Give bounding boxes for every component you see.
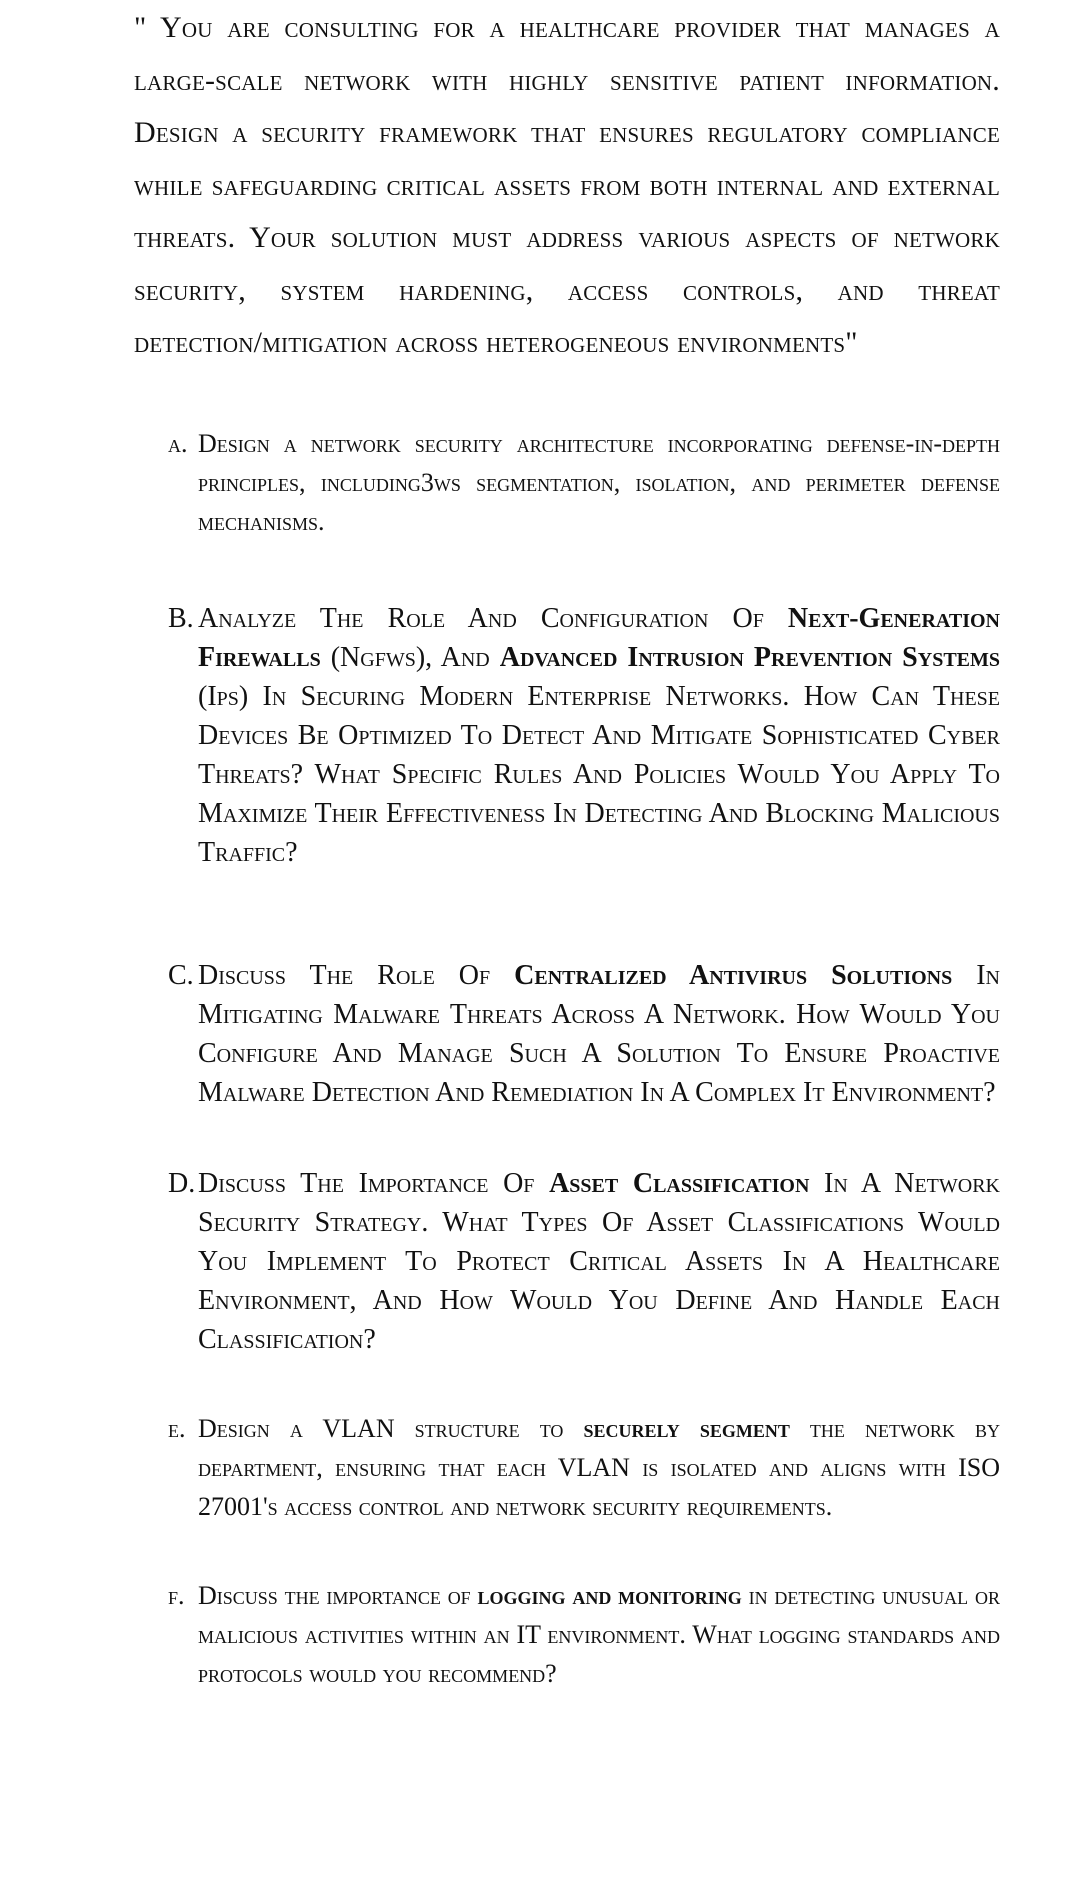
bold-term: logging and monitoring [477, 1580, 742, 1610]
question-b [168, 599, 1000, 872]
bold-term: Advanced Intrusion Prevention Systems [499, 641, 1000, 673]
question-e-text: Design a VLAN structure to securely segment the network by department, ensuring that each VLAN is isolated and aligns with ISO 27001's access control and network security requirements. [198, 1413, 1000, 1521]
question-d-letter: D. [168, 1167, 196, 1199]
question-e-letter: e. [168, 1413, 186, 1443]
question-f-letter: f. [168, 1580, 185, 1610]
question-d-text: Discuss The Importance Of Asset Classification In A Network Security Strategy. What Types Of Asset Classifications Would You Implement To Protect Critical Assets In A Healthcare Environment, And How Would You Define And Handle Each Classification? [198, 1167, 1000, 1355]
question-a-text: Design a network security architecture incorporating defense-in-depth principles, including3ws segmentation, isolation, and perimeter defense mechanisms. [198, 428, 1000, 536]
intro-prompt: " You are consulting for a healthcare provider that manages a large-scale network with highly sensitive patient information. Design a security framework that ensures regulatory compliance while safeguarding critical assets from both internal and external threats. Your solution must address various aspects of network security, system hardening, access controls, and threat detection/mitigation across heterogeneous environments" [134, 11, 1000, 359]
bold-term: Asset Classification [549, 1167, 810, 1199]
question-a [168, 424, 1000, 541]
question-b-text: Analyze The Role And Configuration Of Next-Generation Firewalls (Ngfws), And Advanced Intrusion Prevention Systems (Ips) In Securing Modern Enterprise Networks. How Can These Devices Be Optimized To Detect And Mitigate Sophisticated Cyber Threats? What Specific Rules And Policies Would You Apply To Maximize Their Effectiveness In Detecting And Blocking Malicious Traffic? [198, 602, 1000, 868]
question-c [168, 956, 1000, 1112]
bold-term: Centralized Antivirus Solutions [514, 959, 953, 991]
question-f [168, 1576, 1000, 1693]
document-page [134, 0, 1000, 1693]
bold-term: securely segment [583, 1413, 790, 1443]
question-e [168, 1409, 1000, 1526]
question-c-letter: C. [168, 959, 194, 991]
bold-term: Next-Generation Firewalls [198, 602, 1000, 673]
question-c-text: Discuss The Role Of Centralized Antivirus Solutions In Mitigating Malware Threats Across A Network. How Would You Configure And Manage Such A Solution To Ensure Proactive Malware Detection And Remediation In A Complex It Environment? [198, 959, 1000, 1108]
question-b-letter: B. [168, 602, 194, 634]
question-a-letter: a. [168, 428, 188, 458]
question-f-text: Discuss the importance of logging and monitoring in detecting unusual or malicious activities within an IT environment. What logging standards and protocols would you recommend? [198, 1580, 1000, 1688]
question-d [168, 1164, 1000, 1359]
